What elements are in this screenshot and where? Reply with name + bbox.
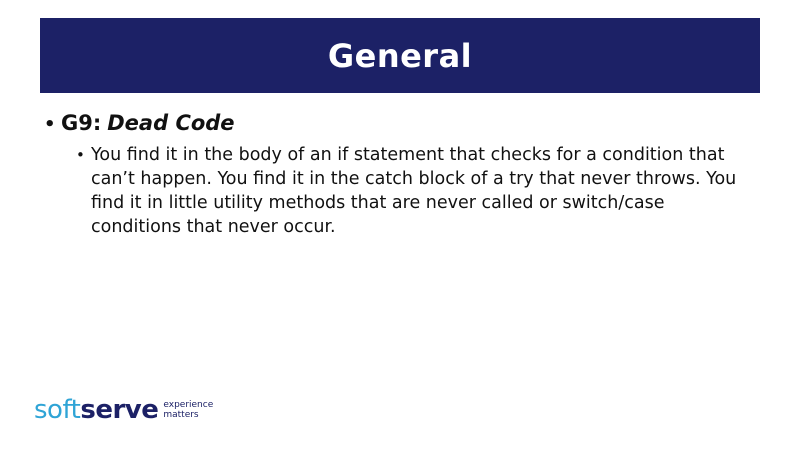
title-bar (40, 18, 760, 93)
logo-tagline-line1: experience (163, 400, 214, 410)
logo-soft-text: soft (34, 395, 81, 425)
sub-bullet-text: You find it in the body of an if statement that checks for a condition that can’t happen. You find it in the catch block of a try that never throws. You find it in little utility methods that are never called or switch/case conditions that never occur. (91, 145, 737, 237)
logo-tagline-line2: matters (163, 410, 199, 420)
bullet-item (44, 108, 756, 140)
bullet-dot-icon: • (44, 114, 56, 135)
softserve-logo (34, 395, 213, 425)
logo-tagline (163, 400, 213, 420)
bullet-heading: Dead Code (107, 111, 235, 135)
sub-bullet-item (76, 143, 756, 239)
bullet-prefix: G9: (61, 111, 102, 135)
logo-serve-text: serve (80, 395, 159, 425)
slide-title: General (327, 36, 473, 75)
sub-bullet-dot-icon: • (76, 146, 85, 164)
slide-content (44, 108, 756, 239)
